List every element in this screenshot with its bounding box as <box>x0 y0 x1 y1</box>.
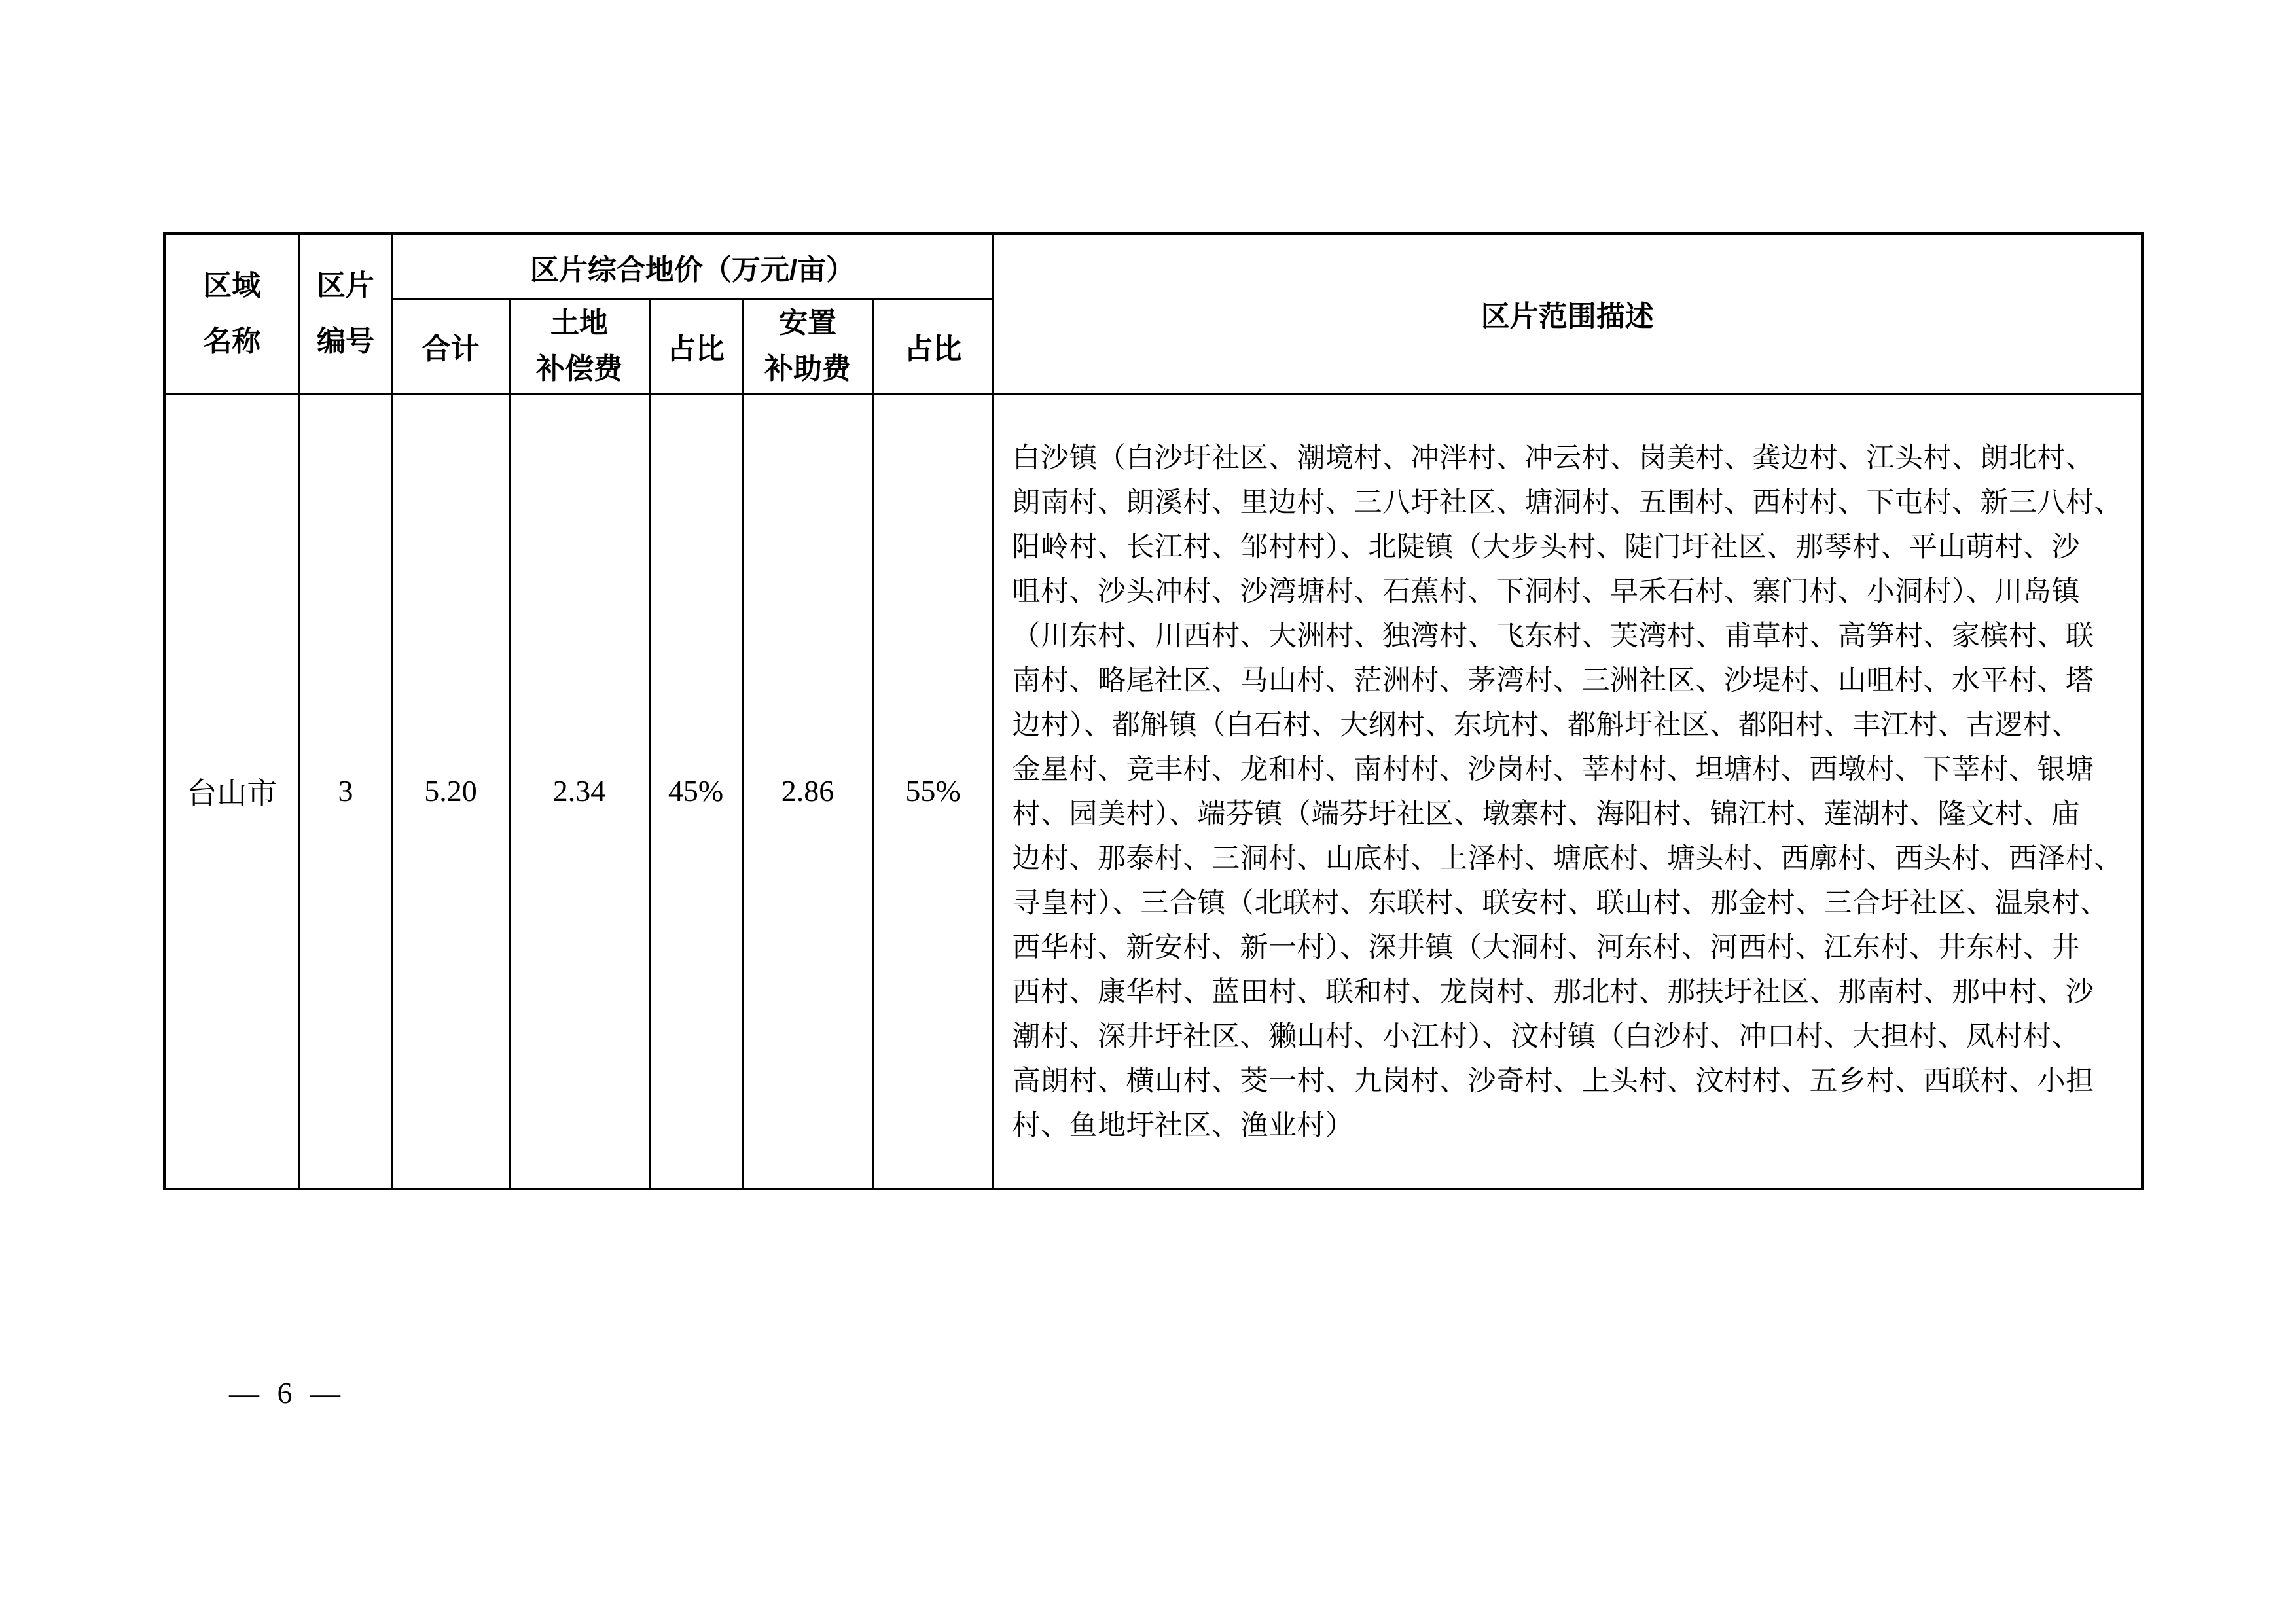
cell-total: 5.20 <box>392 393 509 1189</box>
page-number: — 6 — <box>229 1376 346 1410</box>
header-total: 合计 <box>392 300 509 394</box>
description-line: 村、园美村）、端芬镇（端芬圩社区、墩寨村、海阳村、锦江村、莲湖村、隆文村、庙 <box>1012 798 2080 830</box>
description-line: 阳岭村、长江村、邹村村）、北陡镇（大步头村、陡门圩社区、那琴村、平山萌村、沙 <box>1012 531 2080 563</box>
description-line: 金星村、竞丰村、龙和村、南村村、沙岗村、莘村村、坦塘村、西墩村、下莘村、银塘 <box>1012 754 2094 785</box>
description-line: 潮村、深井圩社区、獭山村、小江村）、汶村镇（白沙村、冲口村、大担村、凤村村、 <box>1012 1021 2080 1052</box>
land-price-table <box>163 232 2144 1190</box>
cell-land-ratio: 45% <box>649 393 742 1189</box>
header-region-name <box>164 234 299 393</box>
cell-zone-description <box>993 393 2142 1189</box>
header-resettlement-subsidy <box>742 300 873 394</box>
header-region-name-line1: 区域 <box>203 269 261 302</box>
header-zone-number-line1: 区片 <box>317 269 374 302</box>
zone-description-text <box>994 395 2142 1149</box>
description-line: 西村、康华村、蓝田村、联和村、龙岗村、那北村、那扶圩社区、那南村、那中村、沙 <box>1012 976 2094 1008</box>
header-land-compensation-line1: 土地 <box>550 307 608 339</box>
description-line: （川东村、川西村、大洲村、独湾村、飞东村、芙湾村、甫草村、高笋村、家槟村、联 <box>1012 620 2094 652</box>
description-line: 西华村、新安村、新一村）、深井镇（大洞村、河东村、河西村、江东村、井东村、井 <box>1012 932 2080 963</box>
table-row <box>164 393 2142 1189</box>
description-line: 咀村、沙头冲村、沙湾塘村、石蕉村、下洞村、早禾石村、寨门村、小洞村）、川岛镇 <box>1012 576 2080 607</box>
header-resettlement-subsidy-line1: 安置 <box>779 307 836 339</box>
header-resettlement-ratio: 占比 <box>873 300 993 394</box>
header-zone-number-line2: 编号 <box>317 325 374 358</box>
cell-resettlement-ratio: 55% <box>873 393 993 1189</box>
description-line: 高朗村、横山村、茭一村、九岗村、沙奇村、上头村、汶村村、五乡村、西联村、小担 <box>1012 1065 2094 1097</box>
header-zone-description: 区片范围描述 <box>993 234 2142 393</box>
description-line: 边村、那泰村、三洞村、山底村、上泽村、塘底村、塘头村、西廓村、西头村、西泽村、 <box>1012 843 2123 874</box>
header-price-group-title: 区片综合地价（万元/亩） <box>392 234 993 300</box>
header-region-name-line2: 名称 <box>203 325 261 358</box>
cell-resettlement-subsidy: 2.86 <box>742 393 873 1189</box>
cell-zone-number: 3 <box>299 393 392 1189</box>
description-line: 边村）、都斛镇（白石村、大纲村、东坑村、都斛圩社区、都阳村、丰江村、古逻村、 <box>1012 709 2080 741</box>
header-resettlement-subsidy-line2: 补助费 <box>764 353 851 385</box>
header-land-ratio: 占比 <box>649 300 742 394</box>
description-line: 南村、略尾社区、马山村、茫洲村、茅湾村、三洲社区、沙堤村、山咀村、水平村、塔 <box>1012 665 2094 696</box>
cell-land-compensation: 2.34 <box>509 393 649 1189</box>
description-line: 寻皇村）、三合镇（北联村、东联村、联安村、联山村、那金村、三合圩社区、温泉村、 <box>1012 887 2109 919</box>
description-line: 朗南村、朗溪村、里边村、三八圩社区、塘洞村、五围村、西村村、下屯村、新三八村、 <box>1012 487 2123 518</box>
description-line: 白沙镇（白沙圩社区、潮境村、冲泮村、冲云村、岗美村、龚边村、江头村、朗北村、 <box>1012 442 2094 474</box>
header-land-compensation-line2: 补偿费 <box>536 353 622 385</box>
description-line: 村、鱼地圩社区、渔业村） <box>1012 1110 1354 1141</box>
cell-region-name: 台山市 <box>164 393 299 1189</box>
header-zone-number <box>299 234 392 393</box>
header-land-compensation <box>509 300 649 394</box>
